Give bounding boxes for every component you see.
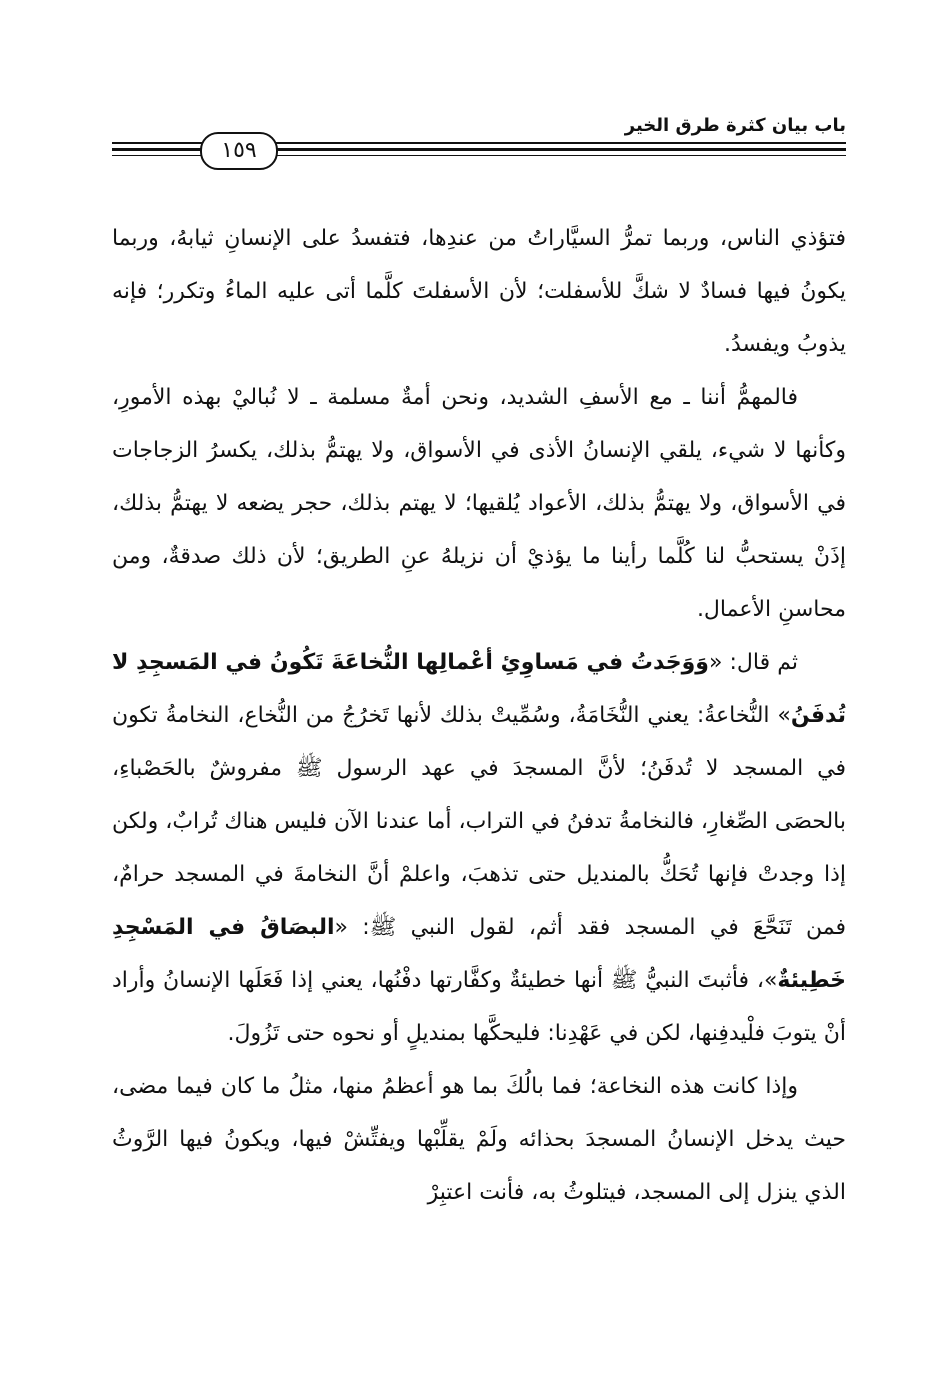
page-header xyxy=(112,112,846,172)
page-number: ١٥٩ xyxy=(200,132,278,170)
text-segment: ثم قال: « xyxy=(708,650,798,675)
text-segment: فتؤذي الناس، وربما تمرُّ السيَّاراتُ من عندِها، فتفسدُ على الإنسانِ ثيابهُ، وربما يكونُ فيها فسادٌ لا شكَّ للأسفلت؛ لأن الأسفلتَ كلَّما أتى عليه الماءُ وتكرر؛ فإنه يذوبُ ويفسدُ. xyxy=(112,226,846,357)
chapter-title: باب بيان كثرة طرق الخير xyxy=(624,115,846,136)
text-segment: »، فأثبتَ النبيُّ ﷺ أنها خطيئةٌ وكفَّارتها دفْنُها، يعني إذا فَعَلَها الإنسانُ وأراد أنْ يتوبَ فلْيدفِنها، لكن في عَهْدِنا: فليحكَّها بمنديلٍ أو نحوه حتى تَزُولَ. xyxy=(112,968,846,1046)
paragraph xyxy=(112,636,846,1060)
paragraph xyxy=(112,371,846,636)
hadith-quote: البصَاقُ في المَسْجِدِ خَطِيئةٌ xyxy=(112,915,846,993)
paragraph xyxy=(112,1060,846,1219)
text-segment: » النُّخاعةُ: يعني النُّخَامَةُ، وسُمِّيتْ بذلك لأنها تَخرُجُ من النُّخاع، النخامةُ تكون في المسجد لا تُدفَنُ؛ لأنَّ المسجدَ في عهد الرسول ﷺ مفروشٌ بالحَصْباءِ، بالحصَى الصِّغارِ، فالنخامةُ تدفنُ في التراب، أما عندنا الآن فليس هناك تُرابٌ، ولكن إذا وجدتْ فإنها تُحَكُّ بالمنديل حتى تذهبَ، واعلمْ أنَّ النخامةَ في المسجد حرامٌ، فمن تَنَحَّعَ في المسجد فقد أثم، لقول النبي ﷺ: « xyxy=(112,703,846,940)
hadith-quote: وَوَجَدتُ في مَساوِئِ أعْمالِها النُّخاعَةَ تَكُونُ في المَسجِدِ لا تُدفَنُ xyxy=(112,650,846,728)
paragraph xyxy=(112,212,846,371)
text-segment: فالمهمُّ أننا ـ مع الأسفِ الشديد، ونحن أمةٌ مسلمة ـ لا نُباليْ بهذه الأمورِ، وكأنها لا شيء، يلقي الإنسانُ الأذى في الأسواق، ولا يهتمُّ بذلك، يكسرُ الزجاجات في الأسواق، ولا يهتمُّ بذلك، الأعواد يُلقيها؛ لا يهتم بذلك، حجر يضعه لا يهتمُّ بذلك، إذَنْ يستحبُّ لنا كُلَّما رأينا ما يؤذيْ أن نزيلهُ عنِ الطريق؛ لأن ذلك صدقةٌ، ومن محاسنِ الأعمال. xyxy=(112,385,846,622)
text-segment: وإذا كانت هذه النخاعة؛ فما بالُكَ بما هو أعظمُ منها، مثلُ ما كان فيما مضى، حيث يدخل الإنسانُ المسجدَ بحذائه ولَمْ يقلِّبْها ويفتِّشْ فيها، ويكونُ فيها الرَّوثُ الذي ينزل إلى المسجد، فيتلوثُ به، فأنت اعتبِرْ xyxy=(112,1074,846,1205)
body-text xyxy=(112,212,846,1219)
